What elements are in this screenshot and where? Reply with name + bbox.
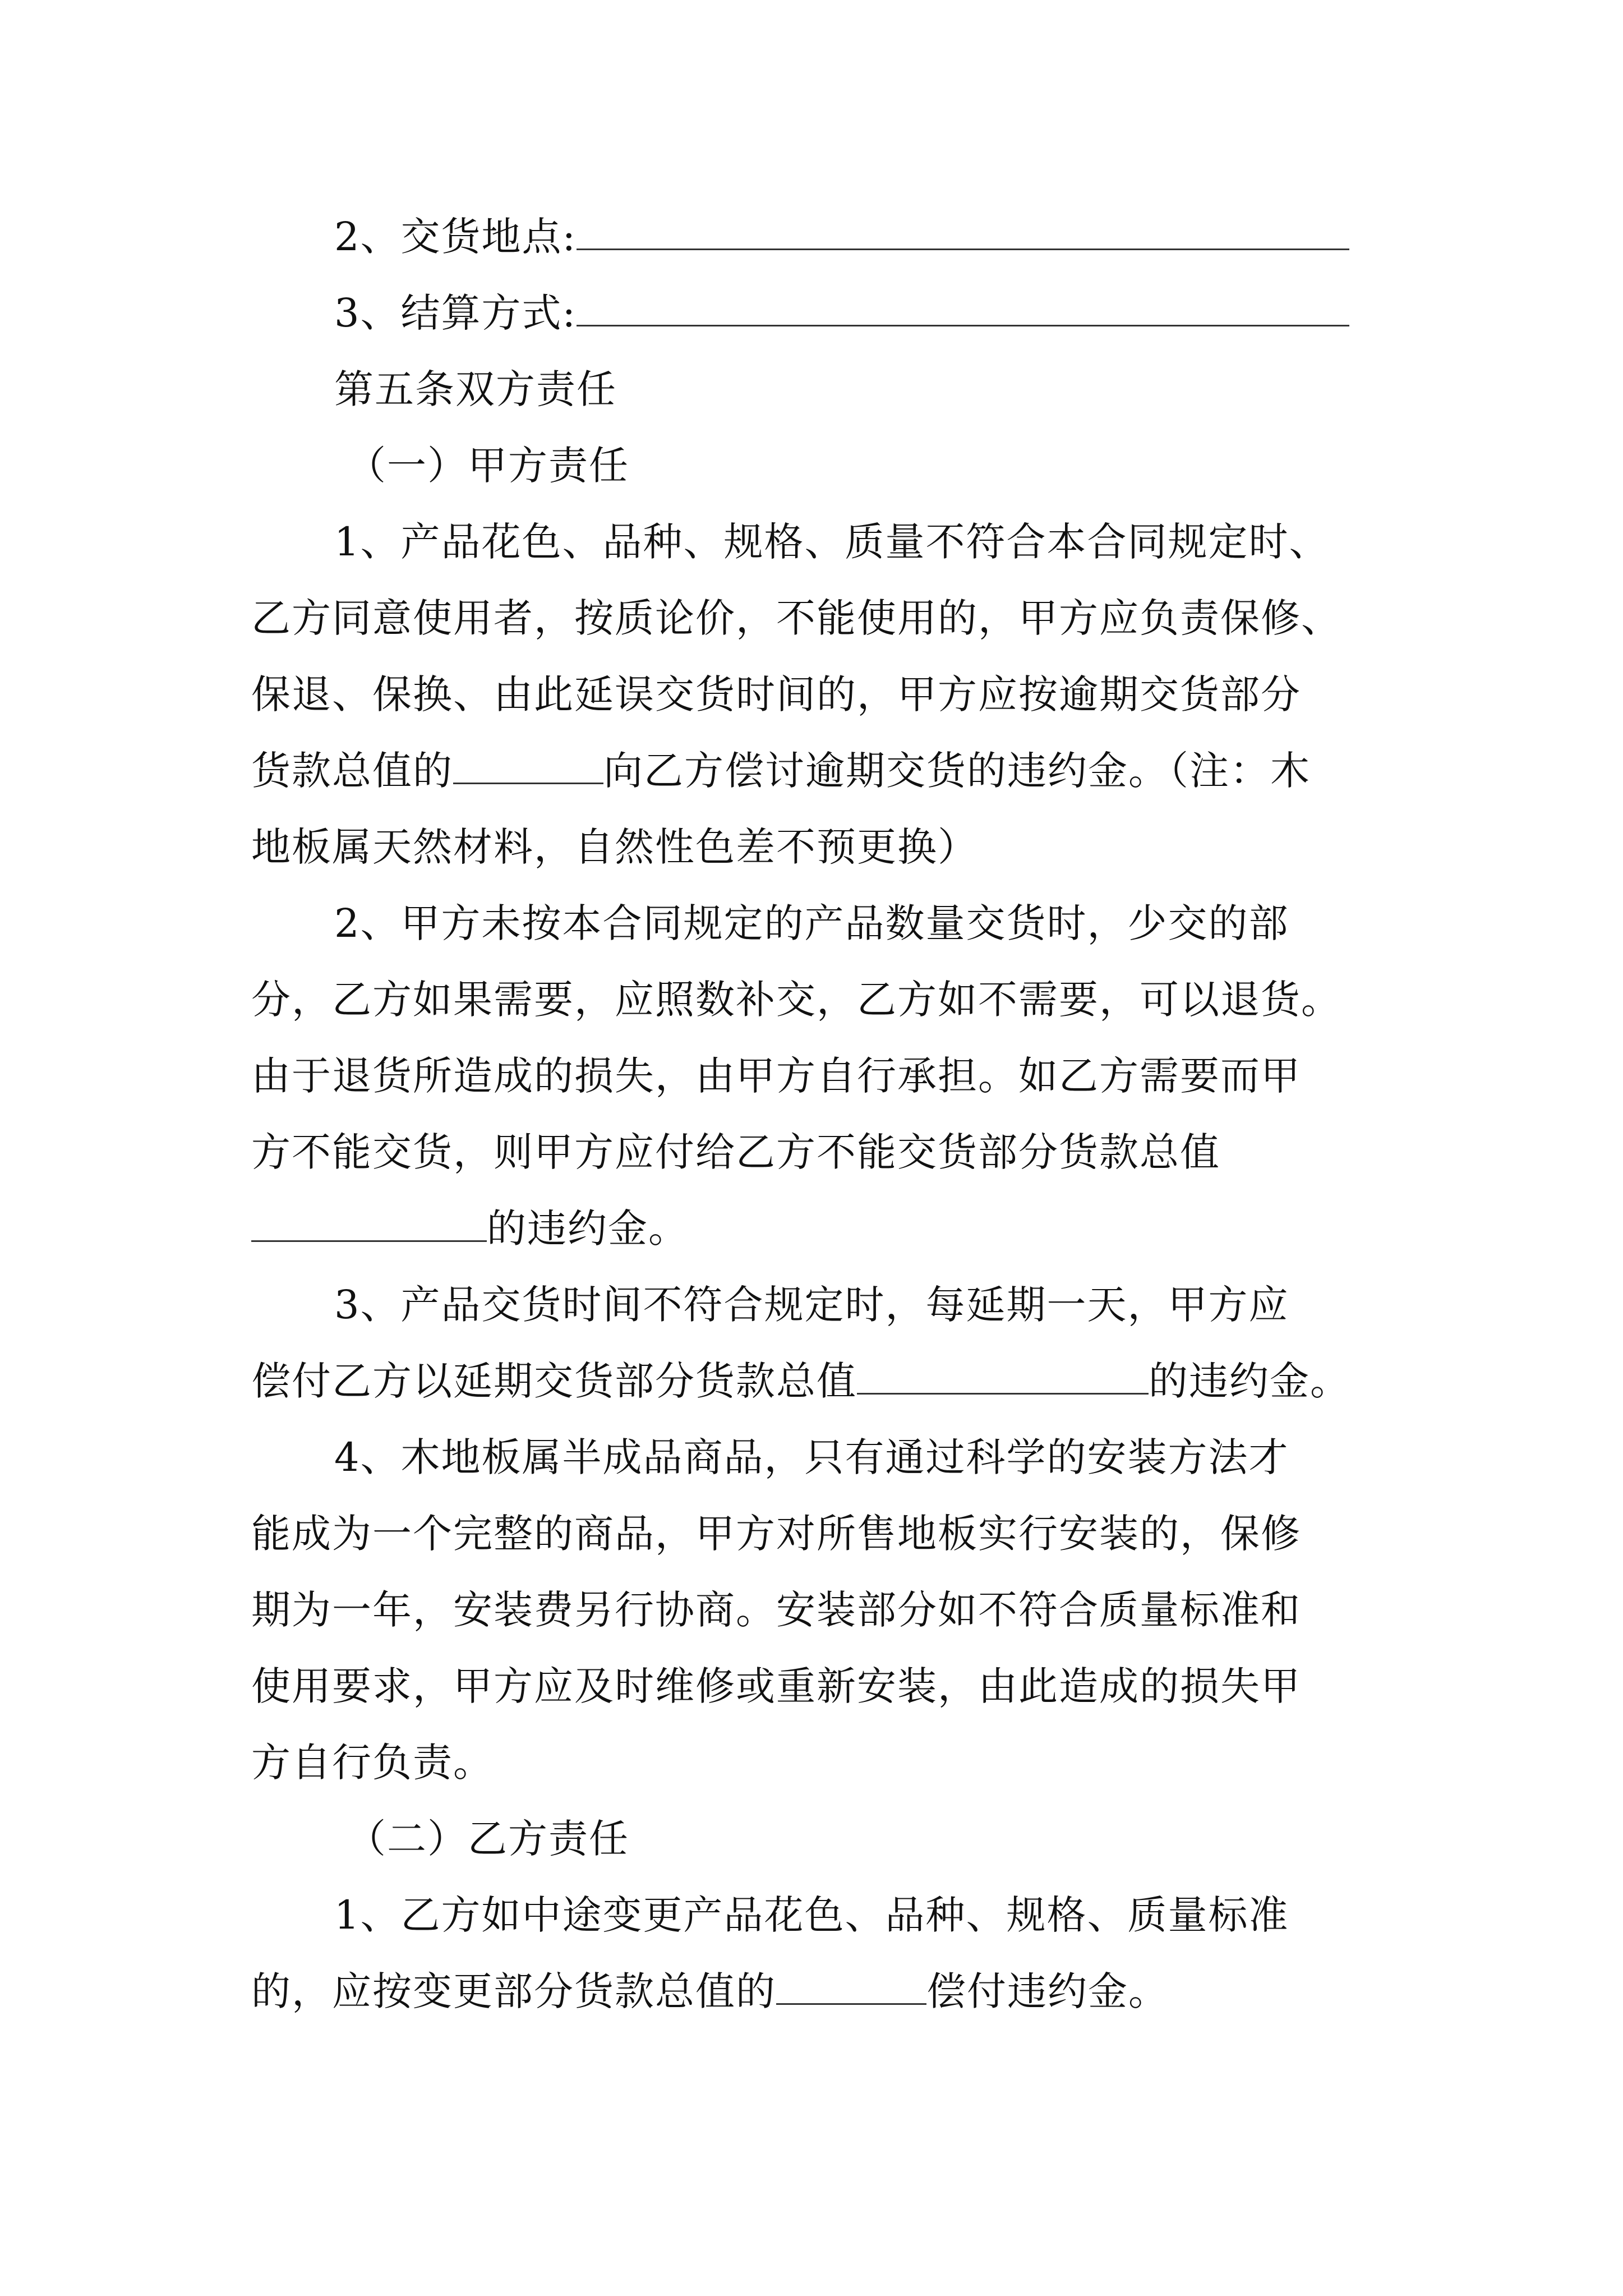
paragraph-text: 乙方同意使用者，按质论价，不能使用的，甲方应负责保修、 bbox=[251, 595, 1341, 641]
article-five-title: 第五条双方责任 bbox=[334, 366, 617, 412]
paragraph-text: 1、乙方如中途变更产品花色、品种、规格、质量标准 bbox=[334, 1892, 1289, 1938]
party-a-section-title: （一）甲方责任 bbox=[347, 443, 629, 489]
paragraph-line bbox=[251, 809, 1384, 885]
paragraph-text: 货款总值的 bbox=[251, 748, 453, 794]
paragraph-line bbox=[251, 580, 1384, 656]
paragraph-text: 保退、保换、由此延误交货时间的，甲方应按逾期交货部分 bbox=[251, 671, 1301, 717]
paragraph-line bbox=[251, 1877, 1384, 1953]
paragraph-line bbox=[251, 1953, 1384, 2030]
late-delivery-penalty-blank[interactable] bbox=[453, 743, 603, 784]
change-penalty-blank[interactable] bbox=[776, 1964, 926, 2005]
paragraph-line bbox=[251, 1572, 1384, 1648]
paragraph-text: 方自行负责。 bbox=[251, 1740, 494, 1786]
paragraph-line bbox=[251, 1114, 1384, 1190]
party-b-section-heading bbox=[251, 1801, 1384, 1877]
paragraph-text: 4、木地板属半成品商品，只有通过科学的安装方法才 bbox=[334, 1434, 1289, 1480]
paragraph-text: 分，乙方如果需要，应照数补交，乙方如不需要，可以退货。 bbox=[251, 977, 1341, 1023]
paragraph-line bbox=[251, 733, 1384, 809]
paragraph-line bbox=[251, 656, 1384, 733]
delivery-location-label: 2、交货地点: bbox=[334, 214, 577, 260]
paragraph-text: 地板属天然材料，自然性色差不预更换） bbox=[251, 824, 978, 870]
paragraph-text: 3、产品交货时间不符合规定时，每延期一天，甲方应 bbox=[334, 1282, 1289, 1328]
non-delivery-penalty-blank[interactable] bbox=[251, 1201, 487, 1242]
paragraph-text: 1、产品花色、品种、规格、质量不符合本合同规定时、 bbox=[334, 519, 1330, 565]
paragraph-line bbox=[251, 504, 1384, 580]
delivery-location-line bbox=[251, 199, 1384, 275]
paragraph-text: 期为一年，安装费另行协商。安装部分如不符合质量标准和 bbox=[251, 1587, 1301, 1633]
paragraph-line bbox=[251, 961, 1384, 1038]
article-five-heading bbox=[251, 351, 1384, 427]
delay-penalty-blank[interactable] bbox=[857, 1354, 1149, 1395]
paragraph-text: 偿付违约金。 bbox=[926, 1968, 1169, 2014]
paragraph-line bbox=[251, 1343, 1384, 1419]
contract-text bbox=[251, 199, 1384, 2030]
settlement-method-label: 3、结算方式: bbox=[334, 290, 577, 336]
paragraph-text: 由于退货所造成的损失，由甲方自行承担。如乙方需要而甲 bbox=[251, 1053, 1301, 1099]
party-a-section-heading bbox=[251, 427, 1384, 504]
paragraph-text: 2、甲方未按本合同规定的产品数量交货时，少交的部 bbox=[334, 900, 1289, 946]
paragraph-text: 的，应按变更部分货款总值的 bbox=[251, 1968, 776, 2014]
paragraph-text: 的违约金。 bbox=[487, 1205, 689, 1251]
party-b-section-title: （二）乙方责任 bbox=[347, 1816, 629, 1862]
paragraph-text: 的违约金。 bbox=[1149, 1358, 1350, 1404]
paragraph-text: 向乙方偿讨逾期交货的违约金。（注：木 bbox=[603, 748, 1311, 794]
paragraph-text: 偿付乙方以延期交货部分货款总值 bbox=[251, 1358, 857, 1404]
paragraph-line bbox=[251, 1038, 1384, 1114]
settlement-method-line bbox=[251, 275, 1384, 351]
paragraph-line bbox=[251, 885, 1384, 961]
paragraph-line bbox=[251, 1648, 1384, 1724]
paragraph-text: 能成为一个完整的商品，甲方对所售地板实行安装的，保修 bbox=[251, 1511, 1301, 1557]
paragraph-line bbox=[251, 1419, 1384, 1496]
settlement-method-blank[interactable] bbox=[577, 286, 1349, 326]
paragraph-line bbox=[251, 1267, 1384, 1343]
paragraph-text: 方不能交货，则甲方应付给乙方不能交货部分货款总值 bbox=[251, 1129, 1220, 1175]
paragraph-line bbox=[251, 1190, 1384, 1267]
paragraph-line bbox=[251, 1496, 1384, 1572]
paragraph-text: 使用要求，甲方应及时维修或重新安装，由此造成的损失甲 bbox=[251, 1663, 1301, 1709]
delivery-location-blank[interactable] bbox=[577, 209, 1349, 250]
paragraph-line bbox=[251, 1724, 1384, 1801]
